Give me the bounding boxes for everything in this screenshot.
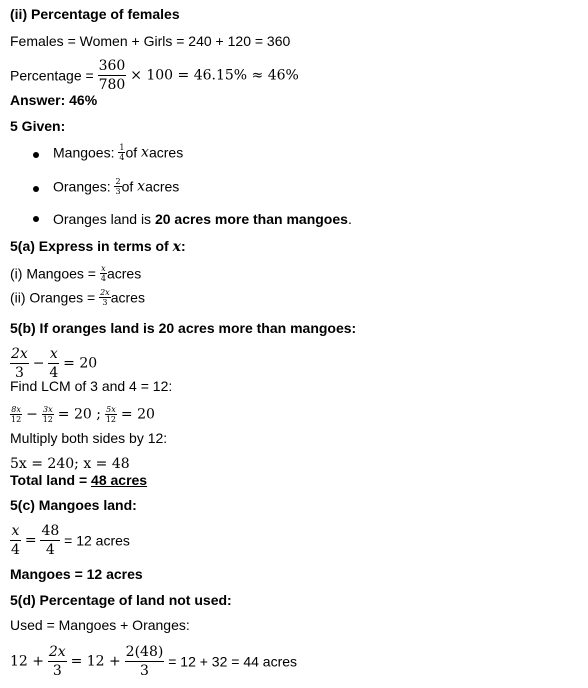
fraction-denominator: 12 — [105, 415, 117, 424]
fraction-x-over-4 — [10, 522, 21, 559]
fraction-2x-over-3 — [10, 345, 29, 382]
bullet-bold-text: 20 acres more than mangoes — [154, 211, 348, 227]
math-variable: x — [141, 144, 149, 161]
fraction-denominator: 4 — [119, 153, 125, 162]
expression-label: (i) Mangoes = — [10, 265, 96, 282]
fraction-numerator: 5x — [106, 405, 116, 414]
fraction-numerator: 8x — [11, 405, 21, 414]
fraction-denominator: 3 — [52, 663, 62, 679]
bullet-unit: acres — [148, 144, 184, 161]
multiply-line: Multiply both sides by 12: — [10, 430, 168, 446]
fraction-denominator: 4 — [11, 542, 20, 558]
fraction-numerator: 1 — [119, 143, 125, 152]
bullet-label: Oranges: — [53, 178, 111, 195]
section-heading-5c: 5(c) Mangoes land: — [10, 497, 137, 513]
fraction-5x-over-12 — [105, 405, 117, 424]
bullet-icon — [33, 216, 39, 222]
bullet-text: of — [121, 178, 138, 195]
used-equation — [10, 643, 297, 680]
equation-lcm — [10, 405, 155, 424]
section-heading-5a — [10, 238, 186, 255]
total-land-label: Total land = — [10, 472, 92, 488]
bullet-text: Oranges land is — [53, 211, 155, 227]
section-heading-5d: 5(d) Percentage of land not used: — [10, 592, 232, 608]
equation-middle: = 12 + — [70, 653, 121, 670]
equation-lhs: 12 + — [10, 653, 44, 670]
percentage-equation — [10, 57, 299, 94]
fraction-denominator: 4 — [45, 542, 55, 558]
given-mangoes-item — [53, 143, 183, 162]
fraction-denominator: 12 — [42, 415, 53, 424]
section-heading-5b: 5(b) If oranges land is 20 acres more than mangoes: — [10, 320, 357, 336]
heading-colon: : — [180, 238, 186, 254]
equation-fractions — [10, 345, 97, 382]
fraction-numerator: 2x — [11, 346, 28, 362]
expression-label: (ii) Oranges = — [10, 289, 96, 306]
percentage-label: Percentage = — [10, 67, 94, 84]
minus-sign: − — [26, 406, 38, 423]
fraction-numerator: 3x — [42, 405, 53, 414]
equation-rhs: = 12 + 32 = 44 acres — [168, 653, 298, 670]
fraction-numerator: 2 — [115, 177, 121, 186]
mangoes-land-equation — [10, 522, 130, 559]
bullet-label: Mangoes: — [53, 144, 115, 161]
fraction-numerator: 2(48) — [125, 644, 164, 660]
fraction-3x-over-12 — [42, 405, 54, 424]
equation-middle: = 20 ; — [57, 406, 101, 423]
math-variable: x — [172, 239, 181, 255]
expression-unit: acres — [110, 289, 145, 306]
minus-sign: − — [32, 355, 45, 372]
equation-rhs: = 20 — [63, 355, 98, 372]
heading-text: 5(a) Express in terms of — [10, 238, 173, 254]
section-heading-percentage-females: (ii) Percentage of females — [10, 6, 180, 22]
fraction-x-over-4 — [48, 345, 59, 382]
fraction-denominator: 3 — [14, 365, 24, 381]
fraction-numerator: 48 — [41, 523, 60, 539]
females-calculation: Females = Women + Girls = 240 + 120 = 360 — [10, 33, 291, 49]
oranges-expression-fraction — [99, 288, 111, 307]
equation-rhs: = 20 — [120, 406, 155, 423]
fraction-denominator: 780 — [98, 77, 126, 93]
bullet-icon — [33, 186, 39, 192]
solution-equation: 5x = 240; x = 48 — [10, 456, 130, 472]
fraction-48-over-4 — [40, 522, 60, 559]
given-oranges-item — [53, 177, 179, 196]
total-land-line — [10, 472, 147, 488]
fraction-denominator: 4 — [100, 274, 106, 283]
equation-rhs: = 12 acres — [64, 532, 130, 549]
bullet-text: of — [125, 144, 142, 161]
mangoes-result: Mangoes = 12 acres — [10, 566, 143, 582]
fraction-numerator: x — [11, 523, 20, 539]
fraction-numerator: 360 — [98, 58, 126, 74]
expression-unit: acres — [106, 265, 142, 282]
fraction-numerator: 2x — [48, 644, 66, 660]
equals-sign: = — [24, 532, 37, 549]
math-variable: x — [137, 178, 146, 195]
answer-line: Answer: 46% — [10, 92, 98, 108]
fraction-numerator: 2x — [100, 288, 110, 297]
fraction-denominator: 3 — [115, 187, 121, 196]
fraction-denominator: 4 — [49, 365, 59, 381]
fraction-denominator: 12 — [11, 415, 22, 424]
bullet-punctuation: . — [347, 211, 352, 227]
bullet-unit: acres — [145, 178, 180, 195]
oranges-fraction — [114, 177, 121, 196]
percentage-result: × 100 = 46.15% ≈ 46% — [130, 67, 299, 84]
bullet-icon — [33, 152, 39, 158]
percentage-fraction — [98, 57, 127, 94]
oranges-expression — [10, 288, 145, 307]
mangoes-expression — [10, 264, 141, 283]
mangoes-expression-fraction — [100, 264, 107, 283]
fraction-denominator: 3 — [102, 298, 108, 307]
fraction-2x-over-3 — [48, 643, 67, 680]
fraction-numerator: x — [49, 346, 58, 362]
lcm-line: Find LCM of 3 and 4 = 12: — [10, 378, 173, 394]
fraction-2-48-over-3 — [125, 643, 165, 680]
given-heading: 5 Given: — [10, 118, 66, 134]
fraction-numerator: x — [101, 264, 106, 273]
given-difference-item — [53, 211, 352, 227]
fraction-denominator: 3 — [140, 663, 149, 679]
total-land-value: 48 acres — [91, 472, 148, 488]
fraction-8x-over-12 — [10, 405, 22, 424]
used-line: Used = Mangoes + Oranges: — [10, 617, 190, 633]
